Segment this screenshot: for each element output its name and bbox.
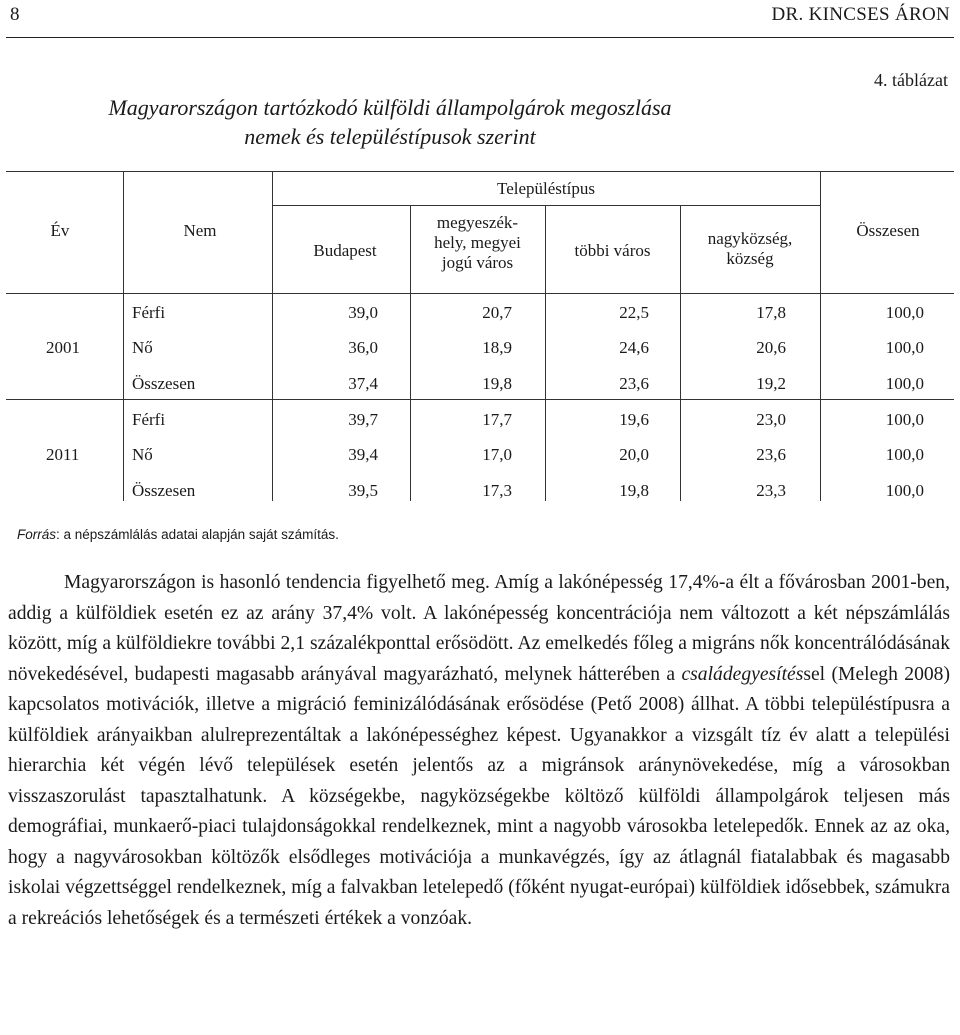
table-source-note — [17, 527, 339, 542]
cell-county-seat: 18,9 — [482, 338, 512, 357]
cell-other-city: 22,5 — [619, 303, 649, 322]
cell-total: 100,0 — [885, 410, 924, 429]
cell-total: 100,0 — [885, 338, 924, 357]
col-header-year: Év — [50, 221, 70, 240]
table-label: 4. táblázat — [874, 70, 948, 90]
row-sex: Nő — [132, 445, 153, 464]
running-head-author: DR. KINCSES ÁRON — [771, 4, 950, 25]
cell-total: 100,0 — [885, 445, 924, 464]
large-village-line-2: község — [726, 249, 774, 268]
body-text-part-2: sel (Melegh 2008) kapcsolatos motivációk, illetve a migráció feminizálódásának erősödése (Pető 2008) állhat. A többi településtípusra a külföldiek arányaikban alulreprezentáltak a lakónépességhez képest. Ugyanakkor a vizsgált tíz év alatt a települési hierarchia két végén lévő települések esetén jelentős az a migránsok aránynövekedése, míg a városokban visszaszorulást tapasztalhatunk. A községekbe, nagyközségekbe költöző külföldi állampolgárok teljesen más demográfiai, munkaerő-piaci tulajdonságokkal rendelkeznek, mint a nagyobb városokba letelepedők. Ennek az az oka, hogy a nagyvárosokban költözők elsődleges motivációja a munkavégzés, így az átlagnál fiatalabbak és magasabb iskolai végzettséggel rendelkeznek, míg a falvakban letelepedő (főként nyugat-európai) külföldiek idősebbek, számukra a rekreációs lehetőségek és a természeti értékek a vonzóak. — [8, 663, 950, 929]
body-text-part-1: Magyarországon is hasonló tendencia figyelhető meg. Amíg a lakónépesség 17,4%-a élt a fővárosban 2001-ben, addig a külföldiek esetén ez az arány 37,4% volt. A lakónépesség koncentrációja nem változott a két népszámlálás között, míg a külföldiekre további 2,1 százalékponttal erősödött. Az emelkedés főleg a migráns nők koncentrálódásának növekedésével, budapesti magasabb arányával magyarázható, melynek hátterében a — [8, 572, 950, 685]
col-rule-2 — [272, 171, 273, 501]
col-header-budapest: Budapest — [313, 241, 377, 260]
table-title-line-2: nemek és településtípusok szerint — [244, 124, 536, 149]
cell-budapest: 39,7 — [348, 410, 378, 429]
cell-large-village: 23,0 — [756, 410, 786, 429]
cell-other-city: 20,0 — [619, 445, 649, 464]
col-header-total: Összesen — [856, 221, 920, 240]
cell-county-seat: 20,7 — [482, 303, 512, 322]
col-header-settlement-type: Településtípus — [497, 179, 595, 198]
header-rule — [6, 37, 954, 38]
table-title — [100, 93, 680, 151]
county-seat-line-3: jogú város — [441, 253, 514, 272]
row-sex: Nő — [132, 338, 153, 357]
county-seat-line-2: hely, megyei — [434, 233, 521, 252]
row-sex: Összesen — [132, 374, 196, 393]
cell-county-seat: 17,7 — [482, 410, 512, 429]
large-village-line-1: nagyközség, — [707, 229, 793, 248]
row-sex: Összesen — [132, 481, 196, 500]
table-top-rule — [6, 171, 954, 172]
row-sex: Férfi — [132, 410, 166, 429]
county-seat-line-1: megyeszék- — [436, 213, 519, 232]
cell-total: 100,0 — [885, 374, 924, 393]
year-separator-rule — [6, 399, 954, 400]
cell-other-city: 19,8 — [619, 481, 649, 500]
row-sex: Férfi — [132, 303, 166, 322]
cell-large-village: 20,6 — [756, 338, 786, 357]
cell-budapest: 39,5 — [348, 481, 378, 500]
cell-large-village: 19,2 — [756, 374, 786, 393]
cell-budapest: 39,4 — [348, 445, 378, 464]
cell-total: 100,0 — [885, 481, 924, 500]
source-label: Forrás — [17, 527, 57, 542]
group-header-rule — [272, 205, 820, 206]
cell-large-village: 23,6 — [756, 445, 786, 464]
col-header-large-village — [680, 229, 820, 269]
cell-large-village: 23,3 — [756, 481, 786, 500]
row-year: 2001 — [46, 338, 80, 357]
cell-budapest: 36,0 — [348, 338, 378, 357]
cell-budapest: 37,4 — [348, 374, 378, 393]
cell-county-seat: 17,3 — [482, 481, 512, 500]
cell-other-city: 19,6 — [619, 410, 649, 429]
body-paragraph — [8, 568, 950, 934]
source-text: : a népszámlálás adatai alapján saját számítás. — [56, 527, 339, 542]
cell-county-seat: 17,0 — [482, 445, 512, 464]
col-header-sex: Nem — [183, 221, 217, 240]
cell-other-city: 23,6 — [619, 374, 649, 393]
col-rule-6 — [820, 171, 821, 501]
cell-other-city: 24,6 — [619, 338, 649, 357]
body-text-italic-term: családegyesítés — [681, 663, 804, 685]
col-header-other-city: többi város — [574, 241, 651, 260]
col-rule-1 — [123, 171, 124, 501]
cell-county-seat: 19,8 — [482, 374, 512, 393]
cell-budapest: 39,0 — [348, 303, 378, 322]
cell-large-village: 17,8 — [756, 303, 786, 322]
col-header-county-seat — [410, 213, 545, 273]
header-bottom-rule — [6, 293, 954, 294]
cell-total: 100,0 — [885, 303, 924, 322]
row-year: 2011 — [46, 445, 80, 464]
table-title-line-1: Magyarországon tartózkodó külföldi állampolgárok megoszlása — [108, 95, 672, 120]
page-number: 8 — [10, 4, 20, 25]
